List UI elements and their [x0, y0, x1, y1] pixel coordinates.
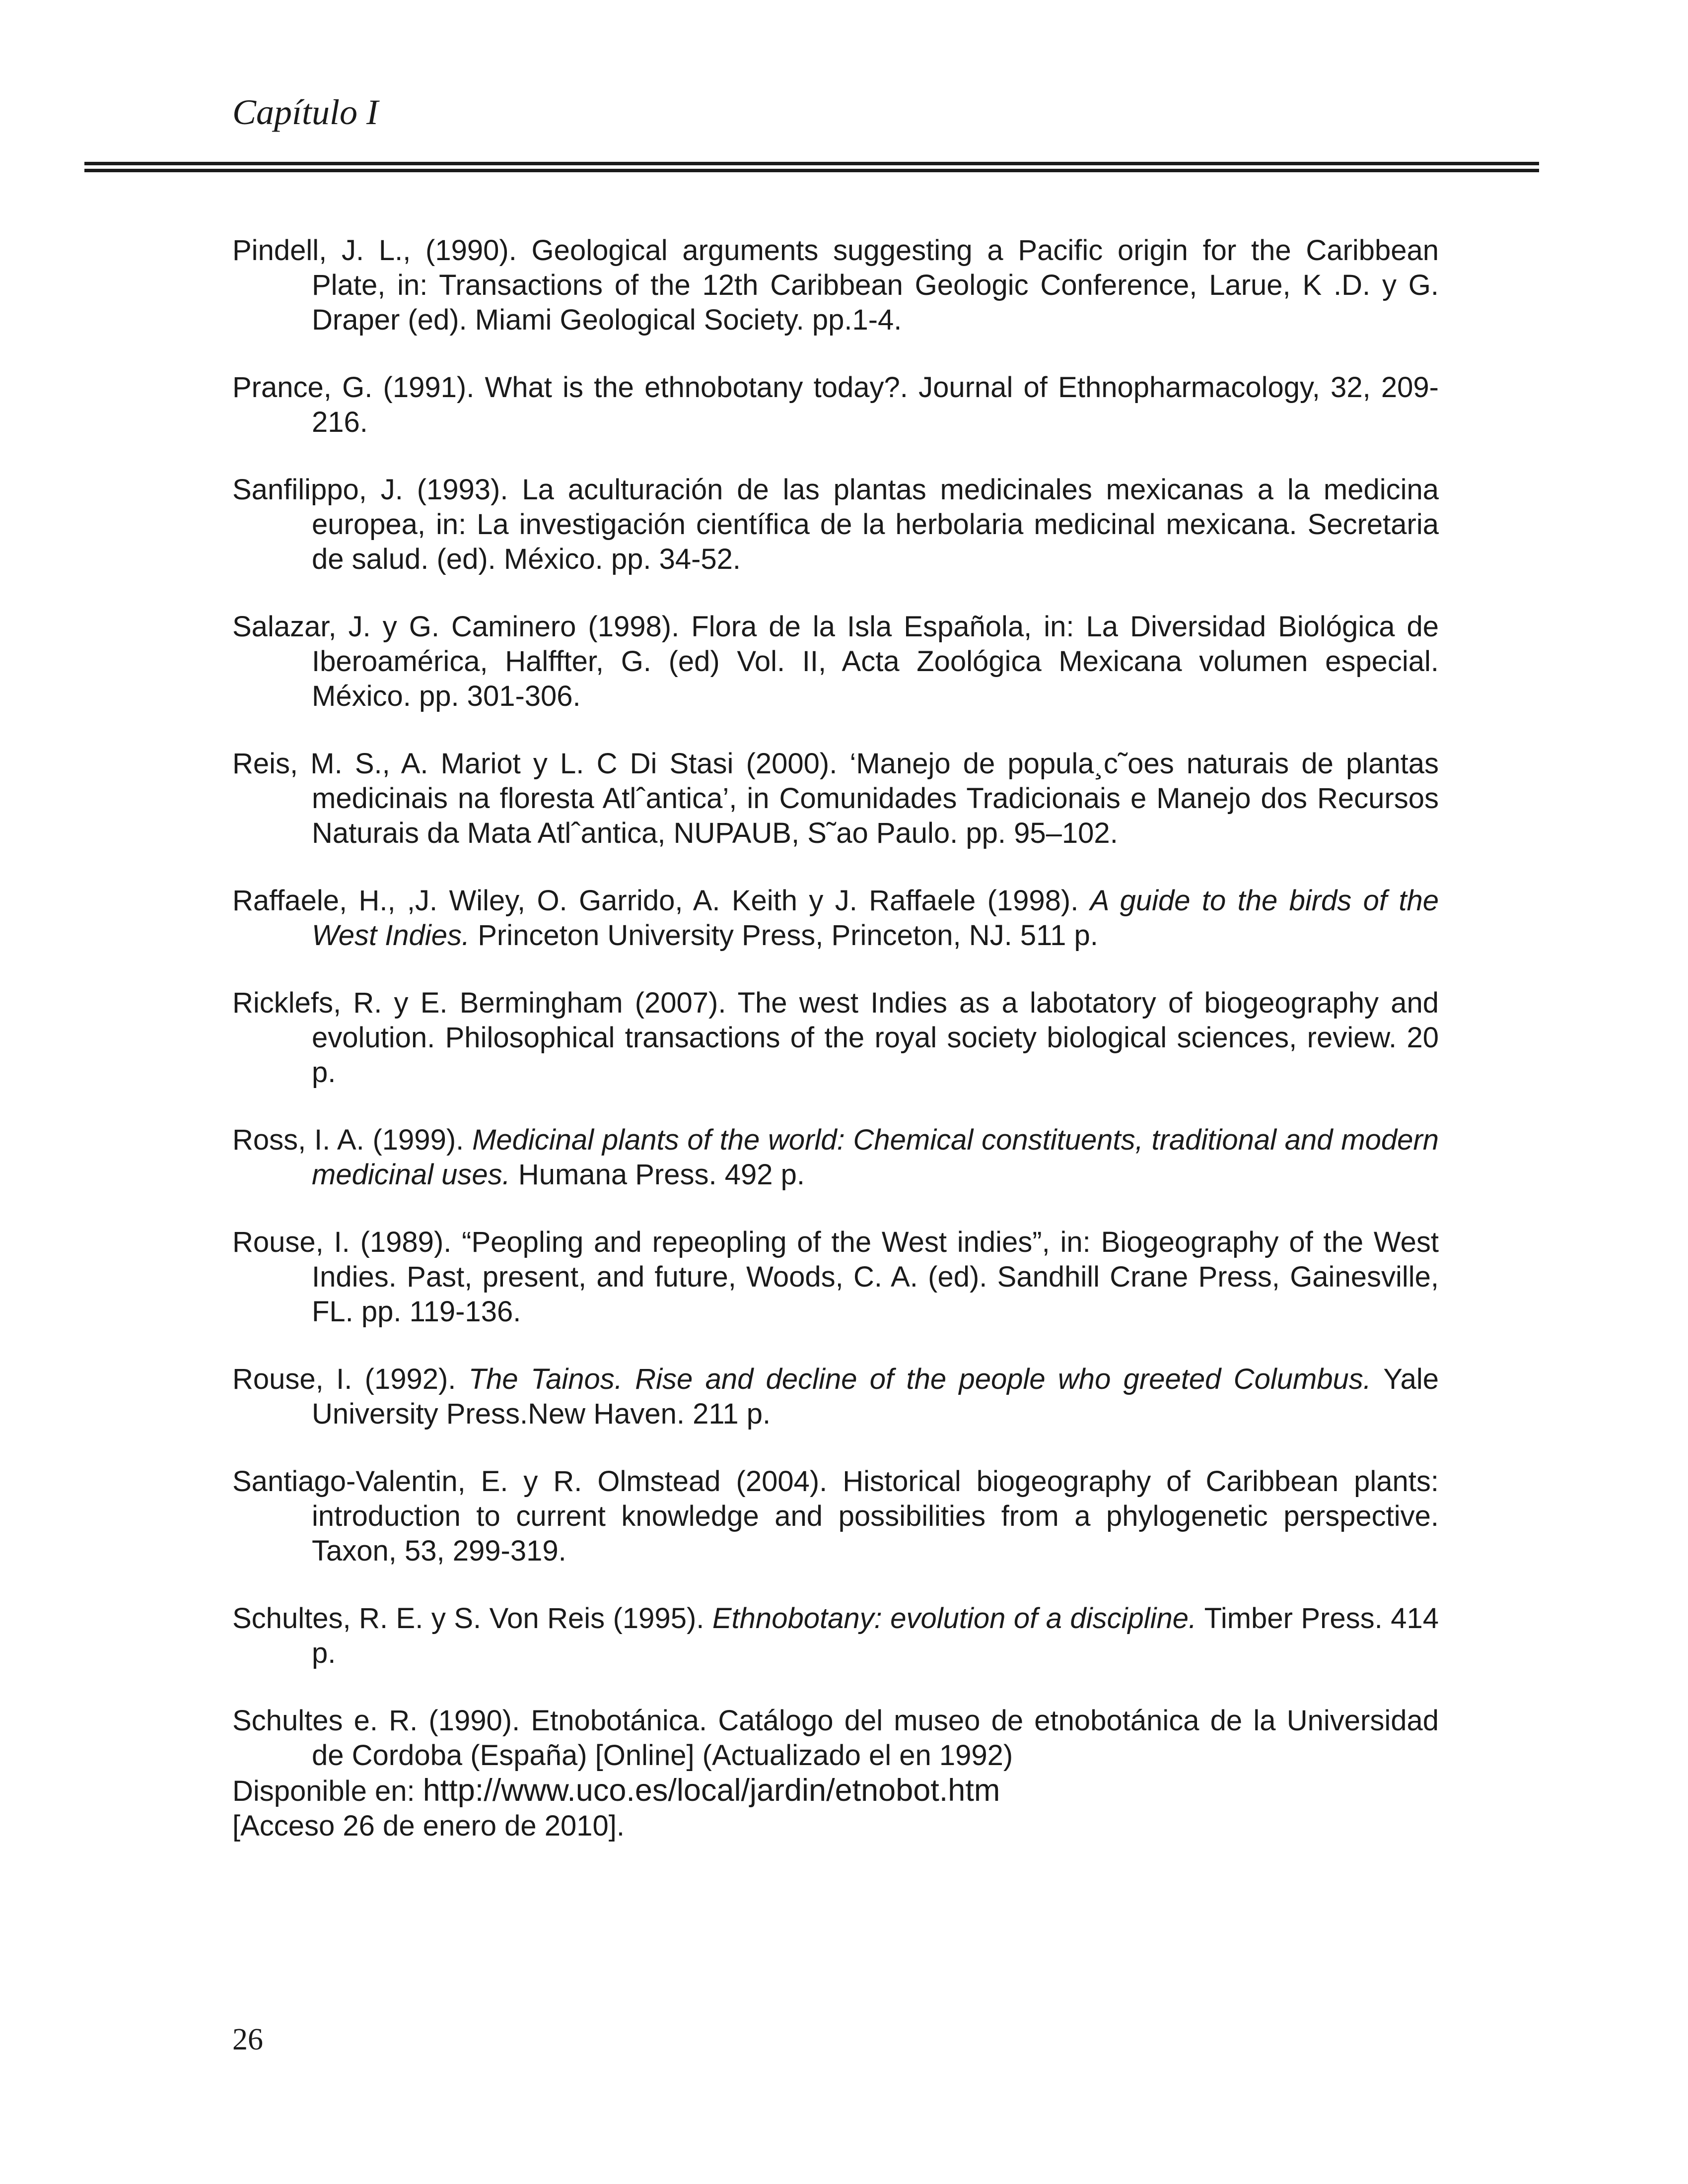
reference-entry: Prance, G. (1991). What is the ethnobotany today?. Journal of Ethnopharmacology, 32, 209-216.: [232, 371, 1439, 438]
reference-entry: Pindell, J. L., (1990). Geological arguments suggesting a Pacific origin for the Caribbean Plate, in: Transactions of the 12th Caribbean Geologic Conference, Larue, K .D. y G. Draper (ed). Miami Geological Society. pp.1-4.: [232, 234, 1439, 336]
reference-list: [232, 233, 1439, 1876]
reference-entry: Ross, I. A. (1999). Medicinal plants of the world: Chemical constituents, traditional and modern medicinal uses. Humana Press. 492 p.: [232, 1124, 1439, 1191]
reference-entry: Rouse, I. (1989). “Peopling and repeopling of the West indies”, in: Biogeography of the West Indies. Past, present, and future, Woods, C. A. (ed). Sandhill Crane Press, Gainesville, FL. pp. 119-136.: [232, 1226, 1439, 1328]
reference-title: Ethnobotany: evolution of a discipline.: [712, 1602, 1197, 1635]
reference-entry-last: Schultes e. R. (1990). Etnobotánica. Catálogo del museo de etnobotánica de la Universidad de Cordoba (España) [Online] (Actualizado el en 1992) Disponible en: http://www.uco.es/local/jardin/etnobot.htm [Acceso 26 de enero de 2010].: [232, 1704, 1439, 1843]
page-number: 26: [232, 2023, 263, 2056]
reference-entry: Raffaele, H., ,J. Wiley, O. Garrido, A. Keith y J. Raffaele (1998). A guide to the birds of the West Indies. Princeton University Press, Princeton, NJ. 511 p.: [232, 885, 1439, 952]
reference-entry: Sanfilippo, J. (1993). La aculturación de las plantas medicinales mexicanas a la medicina europea, in: La investigación científica de la herbolaria medicinal mexicana. Secretaria de salud. (ed). México. pp. 34-52.: [232, 474, 1439, 575]
access-date: [Acceso 26 de enero de 2010].: [232, 1810, 625, 1842]
reference-entry: Santiago-Valentin, E. y R. Olmstead (2004). Historical biogeography of Caribbean plants: introduction to current knowledge and possibilities from a phylogenetic perspective. Taxon, 53, 299-319.: [232, 1465, 1439, 1567]
reference-url-link[interactable]: http://www.uco.es/local/jardin/etnobot.htm: [422, 1773, 1000, 1808]
reference-entry: Reis, M. S., A. Mariot y L. C Di Stasi (2000). ‘Manejo de popula¸c˜oes naturais de plantas medicinais na floresta Atlˆantica’, in Comunidades Tradicionais e Manejo dos Recursos Naturais da Mata Atlˆantica, NUPAUB, S˜ao Paulo. pp. 95–102.: [232, 748, 1439, 849]
header-rule-top: [84, 162, 1539, 165]
header-rule-bottom: [84, 169, 1539, 172]
reference-title: A guide to the birds of the West Indies.: [312, 885, 1439, 952]
reference-title: Medicinal plants of the world: Chemical constituents, traditional and modern medicinal uses.: [312, 1124, 1439, 1191]
reference-entry: Schultes, R. E. y S. Von Reis (1995). Ethnobotany: evolution of a discipline. Timber Press. 414 p.: [232, 1602, 1439, 1669]
reference-entry: Ricklefs, R. y E. Bermingham (2007). The west Indies as a labotatory of biogeography and evolution. Philosophical transactions of the royal society biological sciences, review. 20 p.: [232, 987, 1439, 1089]
chapter-title: Capítulo I: [232, 92, 379, 132]
reference-entry: Salazar, J. y G. Caminero (1998). Flora de la Isla Española, in: La Diversidad Biológica de Iberoamérica, Halffter, G. (ed) Vol. II, Acta Zoológica Mexicana volumen especial. México. pp. 301-306.: [232, 611, 1439, 712]
reference-title: The Tainos. Rise and decline of the people who greeted Columbus.: [468, 1363, 1371, 1395]
availability-line: Disponible en: http://www.uco.es/local/jardin/etnobot.htm: [232, 1773, 1000, 1808]
reference-entry: Rouse, I. (1992). The Tainos. Rise and decline of the people who greeted Columbus. Yale University Press.New Haven. 211 p.: [232, 1363, 1439, 1430]
